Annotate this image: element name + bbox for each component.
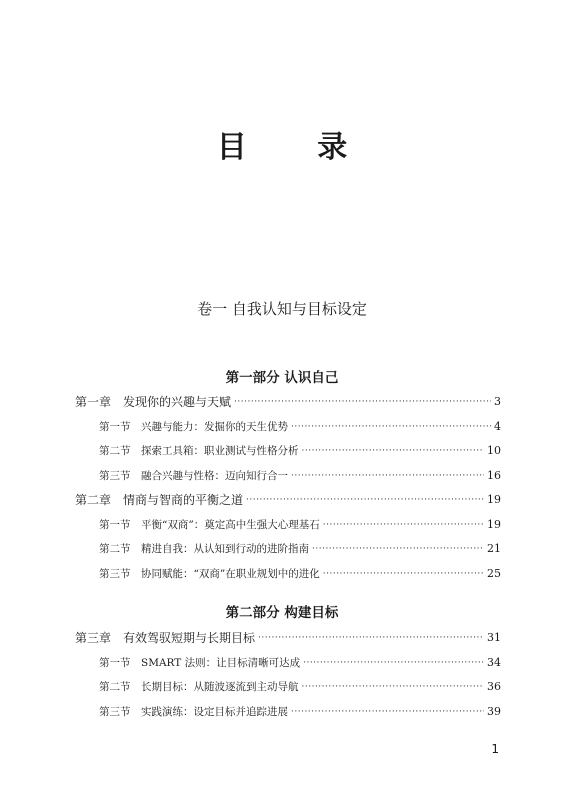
dot-leader <box>303 655 484 671</box>
dot-leader <box>302 443 485 459</box>
toc-entry-label <box>99 566 320 582</box>
toc-entry-title: 精进自我：从认知到行动的进阶指南 <box>141 543 309 555</box>
toc-entry-label <box>99 541 309 557</box>
dot-leader <box>291 704 484 720</box>
toc-section[interactable] <box>99 468 501 484</box>
toc-page-number: 10 <box>487 444 501 457</box>
toc-entry-number: 第一节 <box>99 420 131 433</box>
toc-entry-label <box>99 419 288 435</box>
toc-entry-label <box>75 394 231 410</box>
toc-entry-number: 第一节 <box>99 656 131 669</box>
toc-page-number: 16 <box>487 468 501 482</box>
dot-leader <box>323 566 484 582</box>
toc-entry-number: 第三节 <box>99 705 131 718</box>
toc-page-number: 21 <box>487 542 501 555</box>
toc-entry-number: 第三章 <box>75 631 112 645</box>
toc-entry-title: 协同赋能：“双商”在职业规划中的进化 <box>141 567 320 580</box>
toc-entry-title: 兴趣与能力：发掘你的天生优势 <box>141 420 288 433</box>
toc-section[interactable] <box>99 679 501 695</box>
toc-entry-title: 长期目标：从随波逐流到主动导航 <box>141 681 299 693</box>
dot-leader <box>258 630 484 646</box>
toc-page-number: 3 <box>494 395 501 408</box>
toc-entry-label <box>99 704 288 720</box>
volume-title: 卷一 自我认知与目标设定 <box>197 300 367 318</box>
toc-entry-label <box>99 655 300 671</box>
toc-section[interactable] <box>99 541 501 557</box>
page-title: 目 录 <box>216 130 378 165</box>
dot-leader <box>302 679 485 695</box>
toc-entry-number: 第三节 <box>99 469 131 482</box>
toc-entry-label <box>99 679 299 695</box>
page-number: 1 <box>491 742 499 756</box>
toc-entry-number: 第一节 <box>99 518 131 531</box>
toc-page-number: 19 <box>487 517 501 531</box>
toc-entry-title: 情商与智商的平衡之道 <box>123 493 244 507</box>
dot-leader <box>291 468 484 484</box>
toc-entry-title: 融合兴趣与性格：迈向知行合一 <box>141 469 288 482</box>
part-title-1: 第一部分 认识自己 <box>225 370 339 386</box>
dot-leader <box>312 541 484 557</box>
toc-entry-title: 有效驾驭短期与长期目标 <box>123 631 256 645</box>
toc-entry-label <box>99 443 299 459</box>
toc-entry-number: 第二节 <box>99 681 131 693</box>
dot-leader <box>246 492 484 508</box>
toc-page-number: 4 <box>494 419 501 433</box>
toc-section[interactable] <box>99 419 501 435</box>
toc-page-number: 39 <box>487 704 501 718</box>
toc-entry-number: 第一章 <box>75 395 112 409</box>
toc-entry-number: 第三节 <box>99 567 131 580</box>
toc-entry-label <box>75 630 255 646</box>
toc-page-number: 34 <box>487 655 501 669</box>
toc-page-number: 36 <box>487 680 501 693</box>
toc-entry-title: 探索工具箱：职业测试与性格分析 <box>141 445 299 457</box>
toc-chapter[interactable] <box>75 630 501 646</box>
dot-leader <box>291 419 491 435</box>
toc-chapter[interactable] <box>75 394 501 410</box>
dot-leader <box>234 394 491 410</box>
toc-entry-title: 平衡“双商”：奠定高中生强大心理基石 <box>141 518 320 531</box>
toc-page-number: 31 <box>487 631 501 644</box>
toc-page-number: 19 <box>487 493 501 506</box>
toc-entry-label <box>75 492 243 508</box>
dot-leader <box>323 517 484 533</box>
toc-entry-number: 第二章 <box>75 493 112 507</box>
toc-entry-number: 第二节 <box>99 543 131 555</box>
toc-section[interactable] <box>99 443 501 459</box>
toc-section[interactable] <box>99 655 501 671</box>
toc-section[interactable] <box>99 517 501 533</box>
toc-chapter[interactable] <box>75 492 501 508</box>
toc-entry-title: 发现你的兴趣与天赋 <box>123 395 232 409</box>
toc-entry-label <box>99 517 320 533</box>
toc-entry-title: 实践演练：设定目标并追踪进展 <box>141 705 288 718</box>
toc-page-number: 25 <box>487 566 501 580</box>
part-title-2: 第二部分 构建目标 <box>225 605 339 621</box>
toc-entry-title: SMART 法则：让目标清晰可达成 <box>141 656 301 669</box>
toc-entry-label <box>99 468 288 484</box>
toc-entry-number: 第二节 <box>99 445 131 457</box>
toc-section[interactable] <box>99 566 501 582</box>
toc-section[interactable] <box>99 704 501 720</box>
